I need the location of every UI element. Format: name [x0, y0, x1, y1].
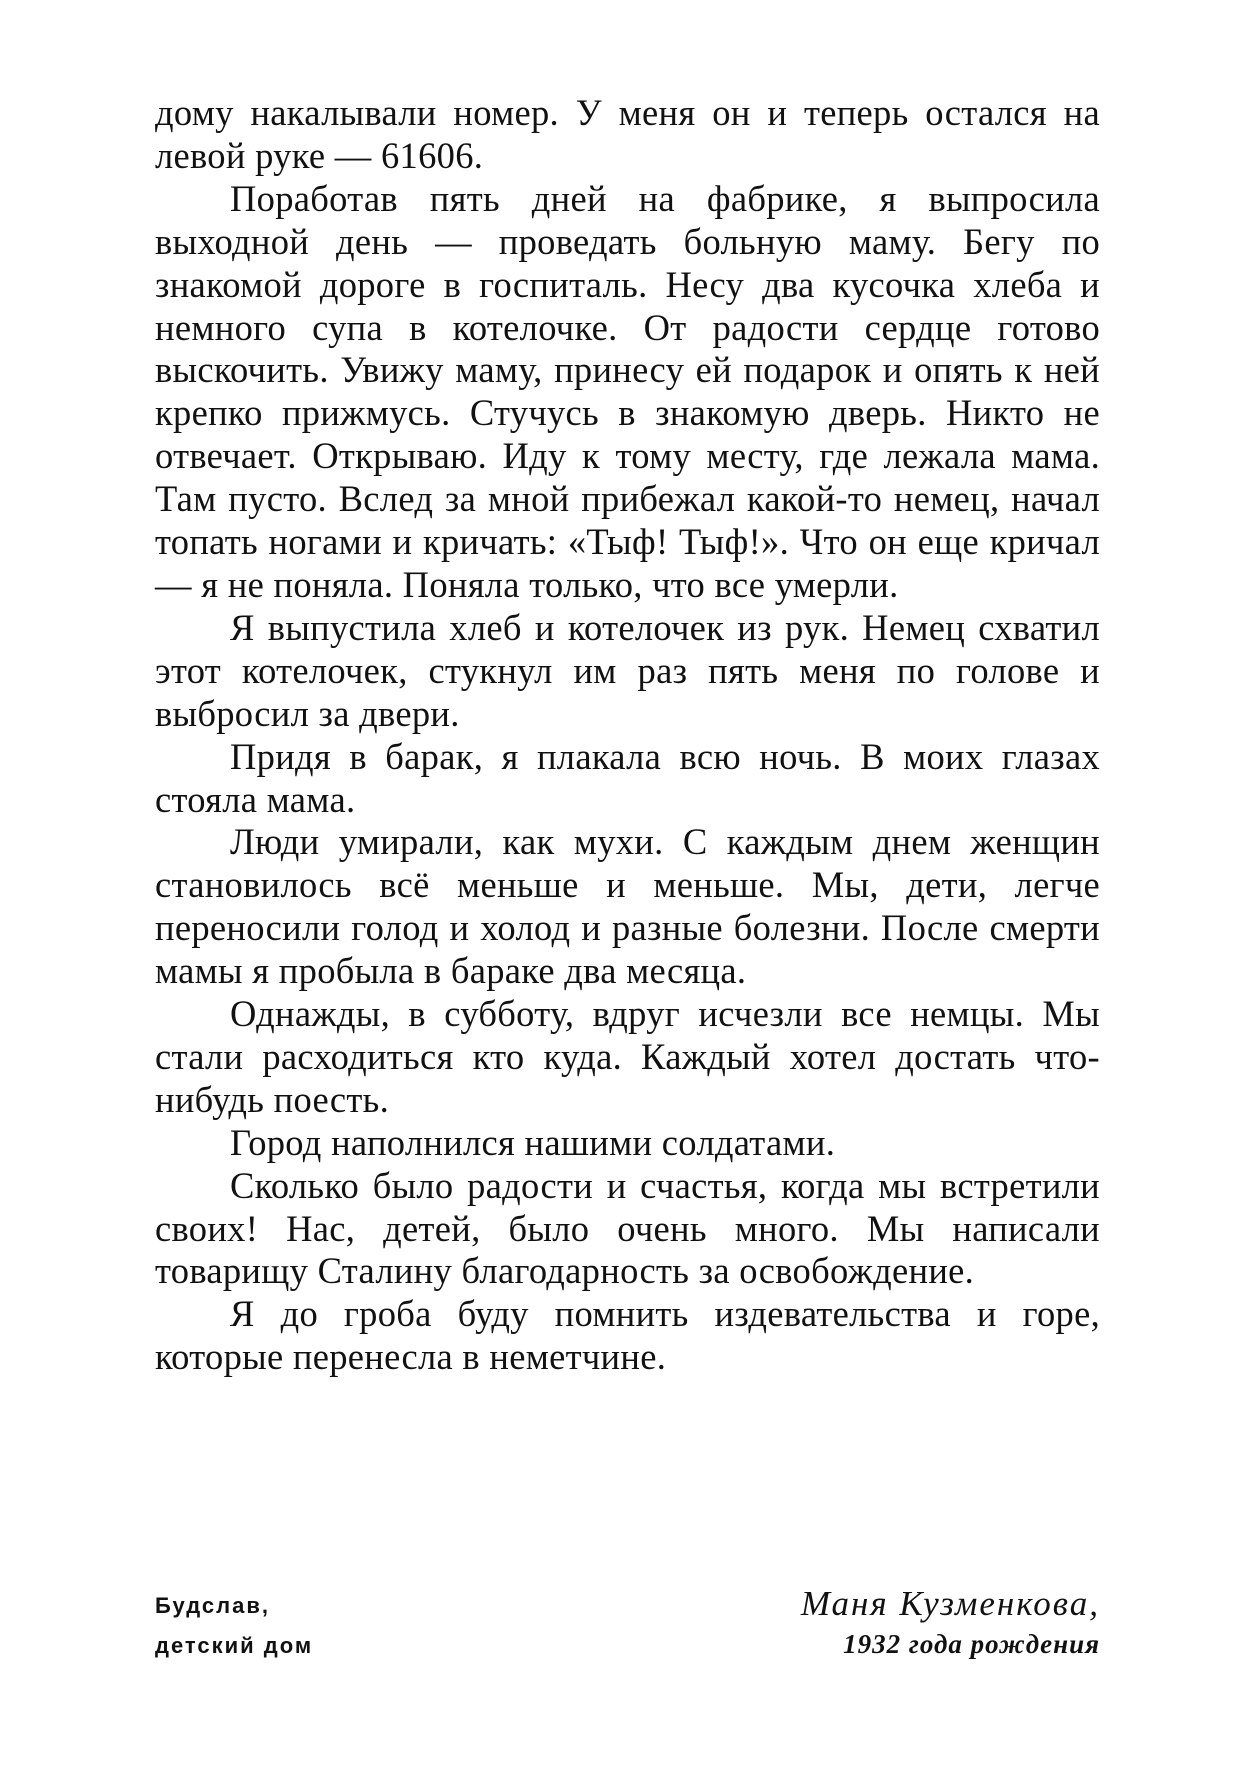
place-signature — [155, 1586, 313, 1666]
author-signature — [801, 1582, 1100, 1662]
paragraph: Город наполнился нашими солдатами. — [230, 1121, 836, 1163]
author-name: Маня Кузменкова, — [800, 1584, 1100, 1623]
footer — [155, 1586, 1100, 1706]
paragraph: Я выпустила хлеб и котелочек из рук. Немец схватил этот котелочек, стукнул им раз пять меня по голове и выбросил за двери. — [155, 606, 1100, 734]
paragraph: Однажды, в субботу, вдруг исчезли все немцы. Мы стали расходиться кто куда. Каждый хотел достать что-нибудь поесть. — [155, 993, 1100, 1120]
paragraph: Я до гроба буду помнить издевательства и горе, которые перенесла в неметчине. — [155, 1293, 1100, 1378]
place-line-1: Будслав, — [155, 1593, 270, 1618]
paragraph: Сколько было радости и счастья, когда мы встретили своих! Нас, детей, было очень много. Мы написали товарищу Сталину благодарность за освобождение. — [155, 1164, 1100, 1292]
body-text — [155, 92, 1100, 1379]
paragraph: Придя в барак, я плакала всю ночь. В моих глазах стояла мама. — [155, 735, 1100, 820]
place-line-2: детский дом — [155, 1633, 314, 1658]
paragraph: дому накалывали номер. У меня он и теперь остался на левой руке — 61606. — [155, 92, 1100, 176]
paragraph: Люди умирали, как мухи. С каждым днем женщин становилось всё меньше и меньше. Мы, дети, легче переносили голод и холод и разные болезни. После смерти мамы я пробыла в бараке два месяца. — [155, 821, 1100, 992]
paragraph: Поработав пять дней на фабрике, я выпросила выходной день — проведать больную маму. Бегу по знакомой дороге в госпиталь. Несу два кусочка хлеба и немного супа в котелочке. От радости сердце готово выскочить. Увижу маму, принесу ей подарок и опять к ней крепко прижмусь. Стучусь в знакомую дверь. Никто не отвечает. Открываю. Иду к тому месту, где лежала мама. Там пусто. Вслед за мной прибежал какой-то немец, начал топать ногами и кричать: «Тыф! Тыф!». Что он еще кричал — я не поняла. Поняла только, что все умерли. — [155, 177, 1100, 605]
author-birth: 1932 года рождения — [843, 1629, 1100, 1659]
